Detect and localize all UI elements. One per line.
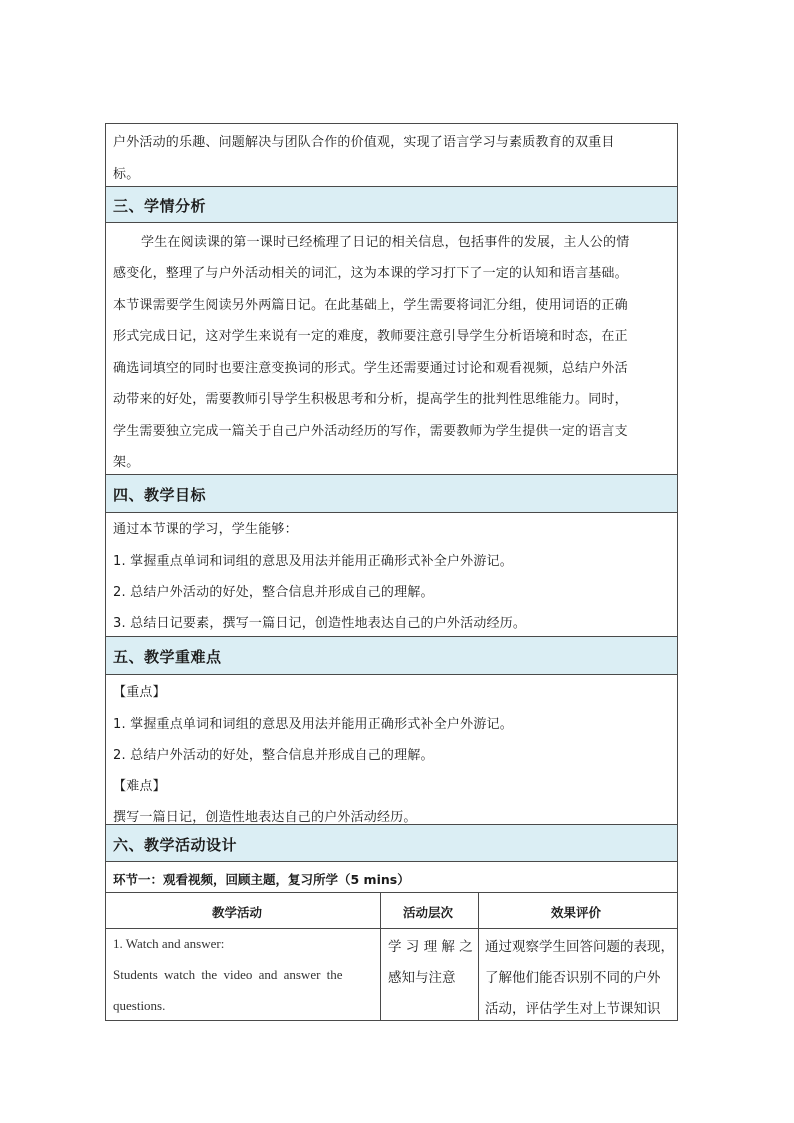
level-cell-line: 感知与注意	[388, 970, 456, 986]
activity-cell-line: 1. Watch and answer:	[113, 936, 225, 951]
objective-item: 3. 总结日记要素，撰写一篇日记，创造性地表达自己的户外活动经历。	[113, 616, 527, 631]
stage-one-row	[106, 862, 677, 893]
section-header-key-points	[106, 637, 677, 675]
activity-row	[106, 929, 677, 1020]
section-header-activity-design	[106, 825, 677, 862]
section-header-learning-analysis	[106, 187, 677, 223]
difficult-points-label: 【难点】	[113, 779, 166, 794]
paragraph-line: 确选词填空的同时也要注意变换词的形式。学生还需要通过讨论和观看视频，总结户外活	[113, 361, 628, 376]
key-point-item: 1. 掌握重点单词和词组的意思及用法并能用正确形式补全户外游记。	[113, 717, 513, 732]
key-points-label: 【重点】	[113, 685, 166, 700]
section-title: 三、学情分析	[113, 197, 207, 215]
paragraph-line: 学生在阅读课的第一课时已经梳理了日记的相关信息，包括事件的发展，主人公的情	[141, 235, 630, 250]
section-title: 五、教学重难点	[113, 648, 222, 666]
activity-table-header	[106, 893, 677, 929]
key-points-body	[106, 675, 677, 825]
key-point-item: 2. 总结户外活动的好处，整合信息并形成自己的理解。	[113, 748, 434, 763]
column-header-evaluation: 效果评价	[551, 905, 602, 920]
paragraph-line: 动带来的好处，需要教师引导学生积极思考和分析，提高学生的批判性思维能力。同时，	[113, 392, 628, 407]
intro-section	[106, 124, 677, 187]
paragraph-line: 架。	[113, 455, 140, 470]
evaluation-cell-line: 了解他们能否识别不同的户外	[485, 970, 661, 986]
learning-analysis-body	[106, 223, 677, 475]
objective-item: 1. 掌握重点单词和词组的意思及用法并能用正确形式补全户外游记。	[113, 554, 513, 569]
objective-item: 2. 总结户外活动的好处，整合信息并形成自己的理解。	[113, 585, 434, 600]
paragraph-line: 学生需要独立完成一篇关于自己户外活动经历的写作，需要教师为学生提供一定的语言支	[113, 424, 628, 439]
column-divider	[478, 893, 479, 1020]
evaluation-cell-line: 通过观察学生回答问题的表现，	[485, 939, 674, 955]
evaluation-cell-line: 活动，评估学生对上节课知识	[485, 1001, 661, 1017]
level-cell-line: 学 习 理 解 之	[388, 939, 473, 955]
activity-cell-line: questions.	[113, 998, 166, 1013]
paragraph-line: 标。	[113, 167, 140, 182]
paragraph-line: 通过本节课的学习，学生能够：	[113, 522, 298, 537]
paragraph-line: 户外活动的乐趣、问题解决与团队合作的价值观，实现了语言学习与素质教育的双重目	[113, 135, 615, 150]
column-divider	[380, 893, 381, 1020]
column-header-activity: 教学活动	[212, 905, 263, 920]
paragraph-line: 本节课需要学生阅读另外两篇日记。在此基础上，学生需要将词汇分组，使用词语的正确	[113, 298, 628, 313]
section-header-teaching-objectives	[106, 475, 677, 513]
difficult-point-item: 撰写一篇日记，创造性地表达自己的户外活动经历。	[113, 810, 417, 825]
lesson-plan-table	[105, 123, 678, 1021]
teaching-objectives-body	[106, 513, 677, 637]
paragraph-line: 感变化，整理了与户外活动相关的词汇，这为本课的学习打下了一定的认知和语言基础。	[113, 266, 628, 281]
stage-label: 环节一：观看视频，回顾主题，复习所学（5 mins）	[113, 872, 410, 887]
section-title: 四、教学目标	[113, 486, 207, 504]
column-header-level: 活动层次	[403, 905, 454, 920]
activity-cell-line: Students watch the video and answer the	[113, 967, 343, 982]
paragraph-line: 形式完成日记，这对学生来说有一定的难度，教师要注意引导学生分析语境和时态，在正	[113, 329, 628, 344]
section-title: 六、教学活动设计	[113, 836, 238, 854]
